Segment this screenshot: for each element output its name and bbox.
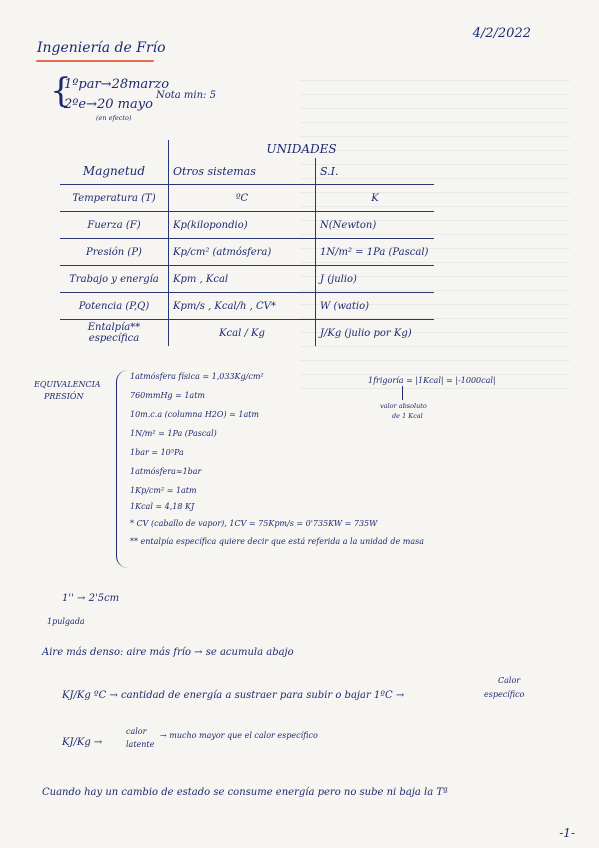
equiv-line: 760mmHg = 1atm <box>130 391 205 400</box>
equiv-line: 1N/m² = 1Pa (Pascal) <box>130 429 217 438</box>
table-cell: Potencia (P,Q) <box>60 293 169 320</box>
title-underline <box>36 60 154 62</box>
table-cell: J/Kg (julio por Kg) <box>316 320 435 347</box>
latent-heat-label-1: calor <box>126 727 147 736</box>
inch-note: 1'' → 2'5cm <box>62 593 120 604</box>
table-cell: Kpm/s , Kcal/h , CV* <box>169 293 316 320</box>
table-cell: K <box>316 185 435 212</box>
frigoria-note-3: de 1 Kcal <box>392 412 423 420</box>
equiv-line: 1atmósfera física = 1,033Kg/cm² <box>130 372 264 381</box>
frigoria-note: 1frigoría = |1Kcal| = |-1000cal| <box>368 376 496 385</box>
table-cell: Kpm , Kcal <box>169 266 316 293</box>
latent-heat-unit: KJ/Kg → <box>62 737 103 748</box>
equiv-line: ** entalpía específica quiere decir que está referida a la unidad de masa <box>130 537 424 546</box>
latent-heat-label-2: latente <box>126 740 155 749</box>
page-title: Ingeniería de Frío <box>37 40 166 56</box>
table-spacer <box>60 140 169 158</box>
specific-heat-note: KJ/Kg ºC → cantidad de energía a sustraer para subir o bajar 1ºC → <box>62 690 405 701</box>
table-cell: W (watio) <box>316 293 435 320</box>
table-cell: Presión (P) <box>60 239 169 266</box>
table-cell: Kp/cm² (atmósfera) <box>169 239 316 266</box>
equiv-line: 1Kcal = 4,18 KJ <box>130 502 195 511</box>
equiv-line: 1atmósfera≈1bar <box>130 467 202 476</box>
table-cell: Kp(kilopondio) <box>169 212 316 239</box>
table-cell: 1N/m² = 1Pa (Pascal) <box>316 239 435 266</box>
table-row <box>60 320 434 347</box>
equiv-line: 10m.c.a (columna H2O) = 1atm <box>130 410 260 419</box>
inch-label: 1pulgada <box>47 617 85 626</box>
equiv-line: 1Kp/cm² = 1atm <box>130 486 197 495</box>
exam-brace: { <box>50 71 72 111</box>
table-header-si: S.I. <box>316 158 435 185</box>
table-cell: Temperatura (T) <box>60 185 169 212</box>
table-header-other: Otros sistemas <box>169 158 316 185</box>
table-caption: UNIDADES <box>169 140 435 158</box>
table-cell: N(Newton) <box>316 212 435 239</box>
exam-line-2-note: (en efecto) <box>96 114 132 122</box>
latent-heat-note: → mucho mayor que el calor específico <box>160 731 318 740</box>
equiv-label-2: PRESIÓN <box>44 392 84 401</box>
specific-heat-label-2: específico <box>484 690 525 699</box>
table-cell: J (julio) <box>316 266 435 293</box>
table-row <box>60 239 434 266</box>
equiv-label: EQUIVALENCIA <box>34 380 101 389</box>
table-row <box>60 212 434 239</box>
equiv-line: 1bar = 10⁵Pa <box>130 448 184 457</box>
table-cell: Fuerza (F) <box>60 212 169 239</box>
abs-arrow <box>402 386 403 400</box>
page-date: 4/2/2022 <box>472 26 531 41</box>
state-change-note: Cuando hay un cambio de estado se consume energía pero no sube ni baja la Tª <box>42 787 448 798</box>
exam-line-1: 1ºpar→28marzo <box>64 77 170 92</box>
frigoria-note-2: valor absoluto <box>380 402 427 410</box>
equiv-brace <box>116 370 131 568</box>
table-header-magnitude: Magnetud <box>60 158 169 185</box>
table-cell: Kcal / Kg <box>169 320 316 347</box>
exam-line-2: 2ºe→20 mayo <box>64 97 153 112</box>
equiv-line: * CV (caballo de vapor), 1CV = 75Kpm/s = 0'735KW = 735W <box>130 519 378 528</box>
table-row <box>60 293 434 320</box>
page-number: -1- <box>559 826 575 840</box>
table-cell: Trabajo y energía <box>60 266 169 293</box>
specific-heat-label-1: Calor <box>498 676 521 685</box>
table-row <box>60 185 434 212</box>
table-row <box>60 266 434 293</box>
table-cell: Entalpía** específica <box>87 322 141 344</box>
exam-min-grade: Nota min: 5 <box>156 90 216 101</box>
table-cell: ºC <box>169 185 316 212</box>
units-table <box>60 140 434 346</box>
air-note: Aire más denso: aire más frío → se acumula abajo <box>42 647 294 658</box>
